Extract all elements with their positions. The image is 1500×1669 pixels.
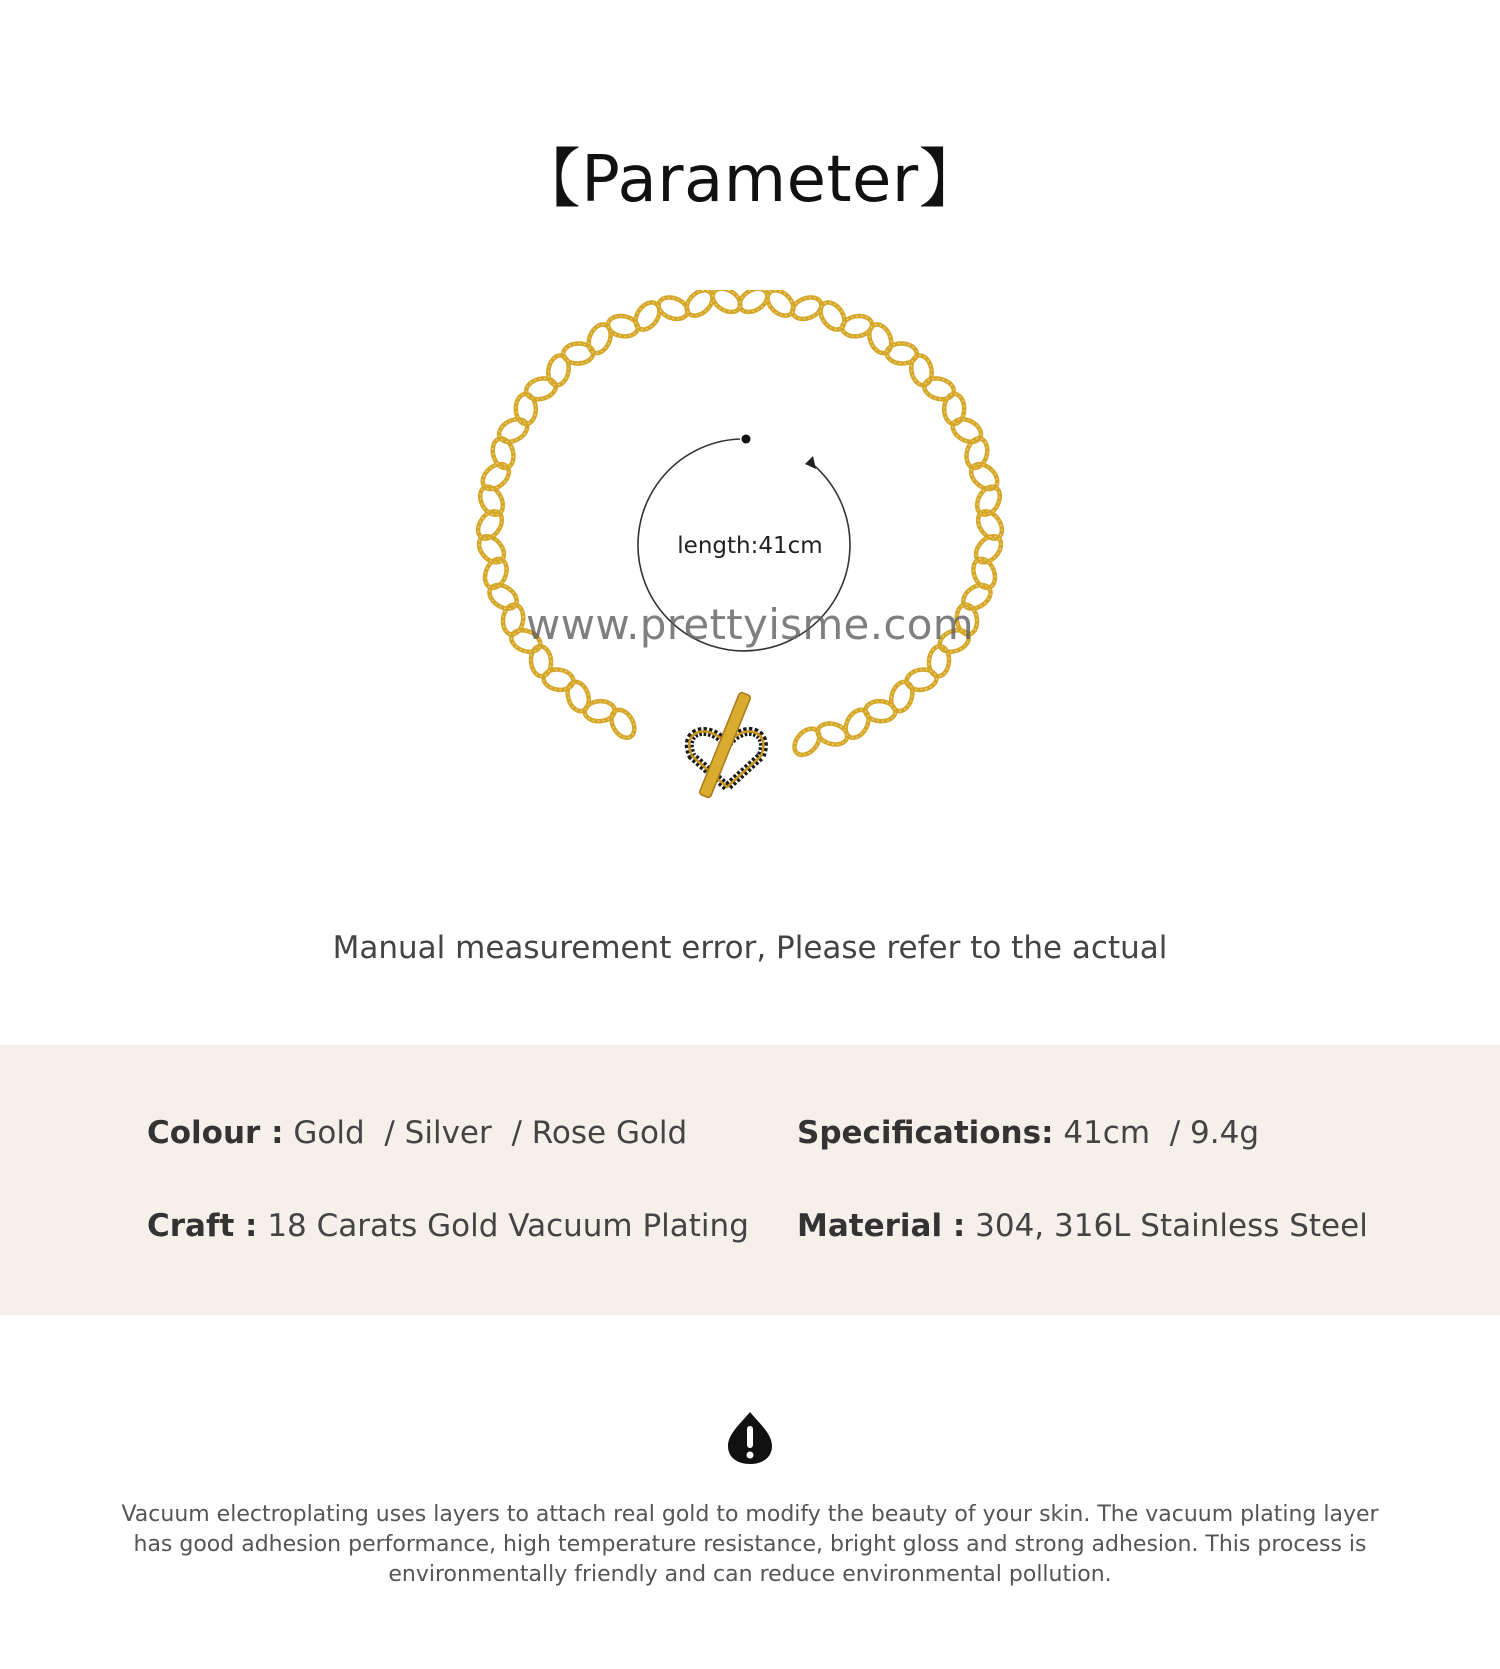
spec-colour-value: Gold / Silver / Rose Gold	[293, 1115, 688, 1151]
exclamation-icon	[726, 1410, 774, 1466]
spec-material	[797, 1208, 1368, 1244]
chain-link	[909, 354, 935, 387]
toggle-bar	[699, 692, 751, 798]
chain-link	[495, 415, 531, 447]
watermark: www.prettyisme.com	[526, 600, 974, 649]
necklace-figure	[440, 290, 1040, 850]
measurement-disclaimer: Manual measurement error, Please refer to the actual	[332, 930, 1168, 966]
chain-link	[949, 415, 985, 447]
chain-links	[473, 290, 1007, 760]
spec-specifications-value: 41cm / 9.4g	[1063, 1115, 1260, 1151]
length-label: length:41cm	[677, 533, 823, 559]
spec-specifications	[797, 1115, 1259, 1151]
plating-notice-text: Vacuum electroplating uses layers to attach real gold to modify the beauty of your skin. The vacuum plating layer has good adhesion performance, high temperature resistance, bright gloss and strong adhesion. This process is environmentally friendly and can reduce environmental pollution.	[121, 1502, 1379, 1587]
toggle-clasp	[689, 692, 763, 798]
chain-link	[865, 321, 895, 356]
spec-material-value: 304, 316L Stainless Steel	[975, 1208, 1368, 1244]
necklace-illustration	[440, 290, 1040, 850]
spec-craft-value: 18 Carats Gold Vacuum Plating	[267, 1208, 749, 1244]
chain-link	[564, 679, 592, 714]
chain-link	[922, 375, 956, 402]
spec-panel	[0, 1045, 1500, 1315]
chain-link	[524, 375, 558, 402]
spec-material-key: Material :	[797, 1208, 966, 1244]
page-title: 【Parameter】	[516, 143, 984, 217]
chain-link	[973, 483, 1005, 519]
spec-specifications-key: Specifications:	[797, 1115, 1054, 1151]
start-dot	[742, 435, 751, 444]
arrow-head-icon	[805, 456, 816, 469]
spec-craft-key: Craft :	[147, 1208, 258, 1244]
spec-colour	[147, 1115, 687, 1151]
spec-craft	[147, 1208, 749, 1244]
spec-colour-key: Colour :	[147, 1115, 284, 1151]
